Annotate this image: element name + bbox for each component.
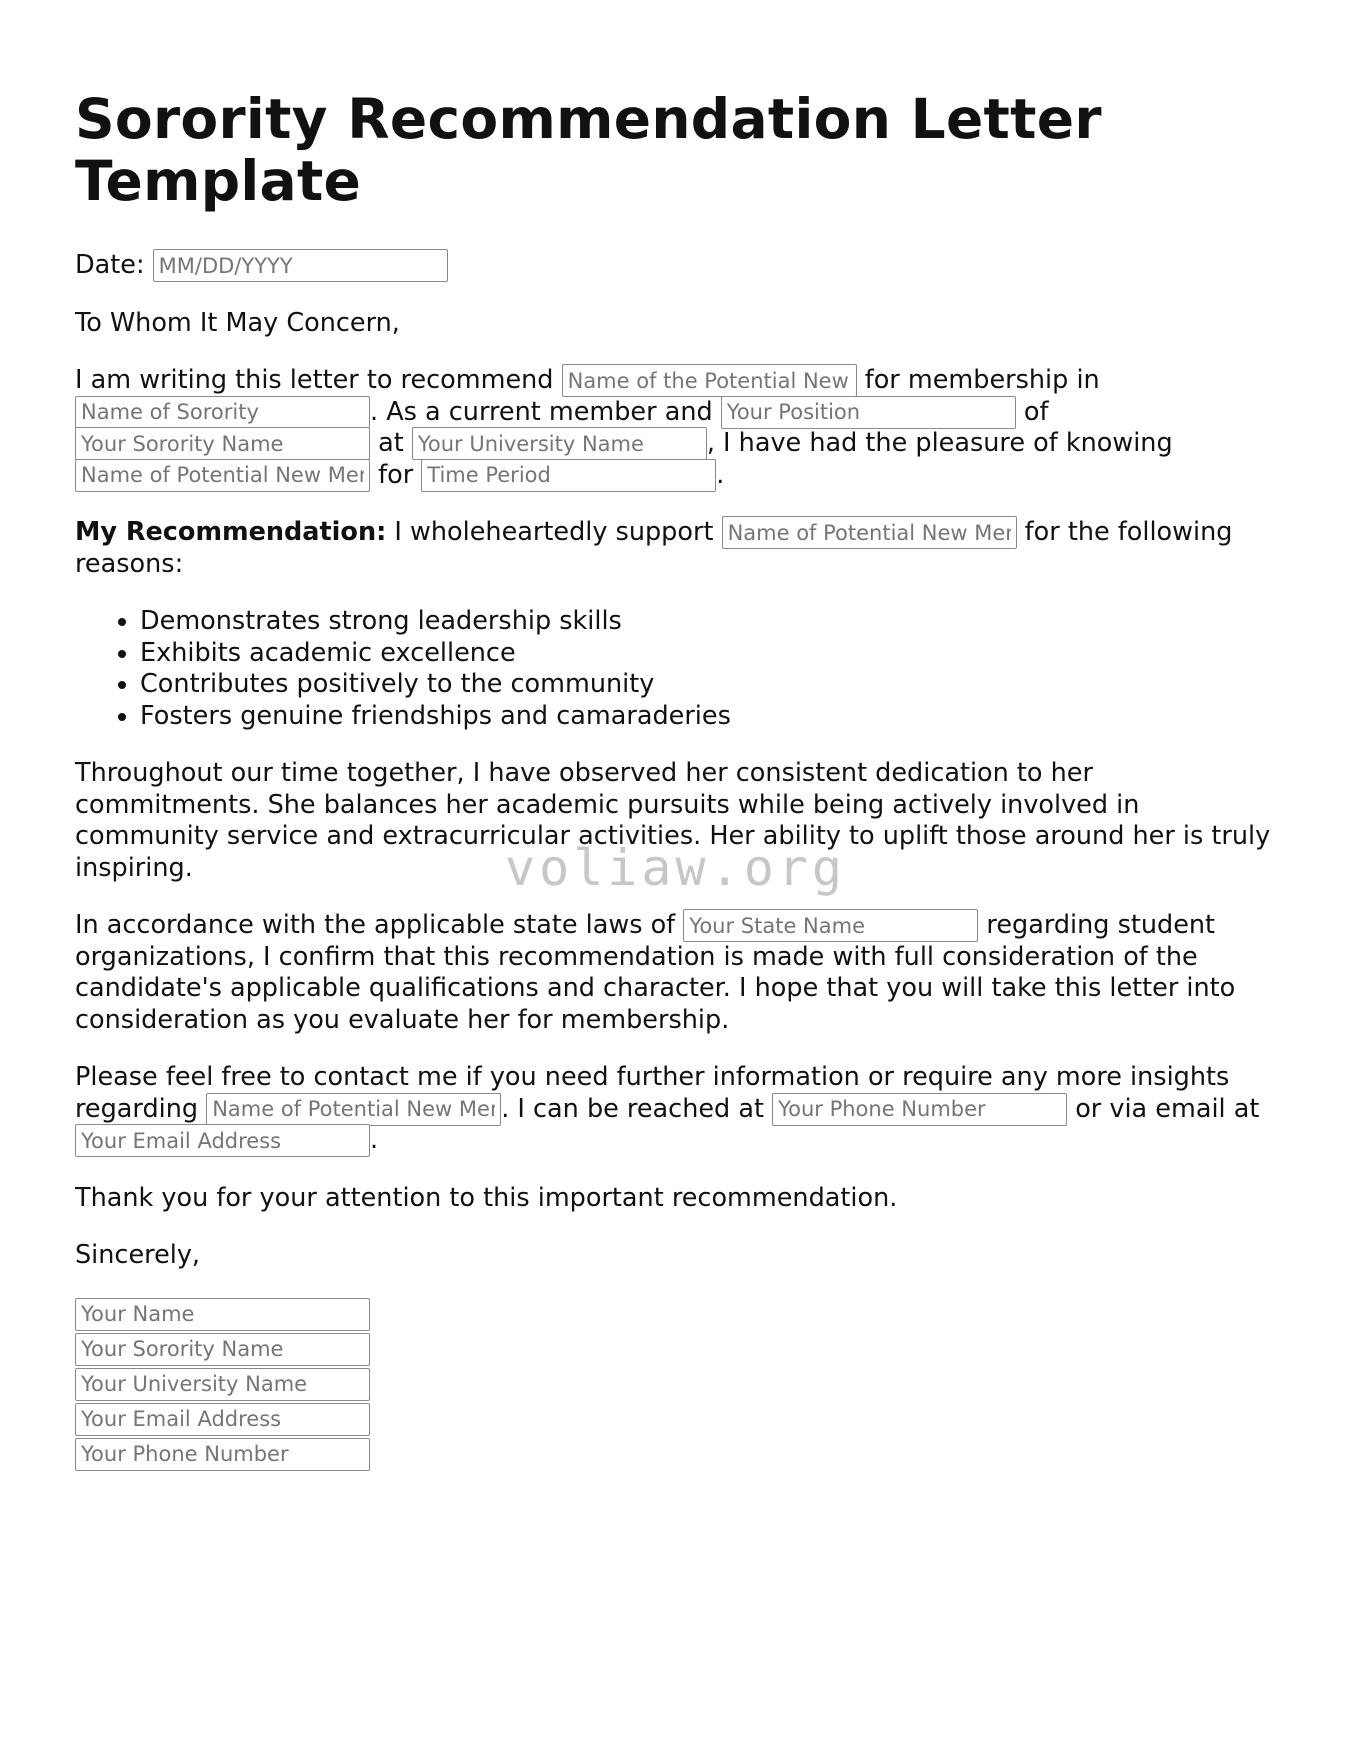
list-item: • Demonstrates strong leadership skills bbox=[140, 606, 1275, 638]
contact-text-1: Please feel free to contact me if you need further information or require any more insights regarding bbox=[75, 1062, 1230, 1124]
signature-sorority-input[interactable] bbox=[75, 1333, 370, 1366]
contact-text-4: . bbox=[370, 1125, 379, 1155]
state-name-input[interactable] bbox=[683, 909, 978, 942]
intro-text-6: , I have had the pleasure of knowing bbox=[706, 428, 1173, 458]
candidate-name-input-2[interactable] bbox=[75, 459, 370, 492]
signature-email-input[interactable] bbox=[75, 1403, 370, 1436]
contact-paragraph bbox=[75, 1062, 1275, 1157]
date-input[interactable] bbox=[153, 249, 448, 282]
email-input[interactable] bbox=[75, 1124, 370, 1157]
reasons-list bbox=[75, 606, 1275, 732]
position-input[interactable] bbox=[721, 396, 1016, 429]
observation-paragraph: Throughout our time together, I have observed her consistent dedication to her commitments. She balances her academic pursuits while being actively involved in community service and extracurricular activities. Her ability to uplift those around her is truly inspiring. bbox=[75, 758, 1271, 883]
contact-text-3: or via email at bbox=[1075, 1093, 1260, 1124]
date-line bbox=[75, 250, 1275, 282]
list-item: • Exhibits academic excellence bbox=[140, 638, 1275, 670]
contact-text-2: . I can be reached at bbox=[501, 1093, 764, 1124]
salutation: To Whom It May Concern, bbox=[75, 307, 400, 338]
recommended-candidate-input[interactable] bbox=[722, 516, 1017, 549]
intro-paragraph bbox=[75, 365, 1275, 491]
intro-text-5: at bbox=[378, 428, 404, 458]
page-title: Sorority Recommendation Letter Template bbox=[75, 87, 1102, 213]
university-input[interactable] bbox=[412, 427, 707, 460]
state-paragraph bbox=[75, 910, 1275, 1036]
intro-text-4: of bbox=[1023, 396, 1049, 427]
your-sorority-input[interactable] bbox=[75, 427, 370, 460]
watermark: voliaw.org bbox=[505, 839, 847, 897]
thanks-line: Thank you for your attention to this important recommendation. bbox=[75, 1182, 898, 1213]
signature-block bbox=[75, 1298, 1275, 1471]
intro-text-7: for bbox=[378, 459, 414, 490]
date-label: Date: bbox=[75, 250, 145, 280]
signature-phone-input[interactable] bbox=[75, 1438, 370, 1471]
sorority-name-input[interactable] bbox=[75, 396, 370, 429]
recommendation-heading: My Recommendation: bbox=[75, 517, 387, 547]
signature-name-input[interactable] bbox=[75, 1298, 370, 1331]
intro-text-1: I am writing this letter to recommend bbox=[75, 365, 554, 395]
intro-text-8: . bbox=[716, 459, 725, 490]
intro-text-2: for membership in bbox=[864, 365, 1100, 395]
contact-candidate-input[interactable] bbox=[206, 1093, 501, 1126]
recommendation-text-2: for the following reasons: bbox=[75, 517, 1233, 579]
closing-line: Sincerely, bbox=[75, 1240, 201, 1270]
state-text-1: In accordance with the applicable state laws of bbox=[75, 910, 676, 940]
time-period-input[interactable] bbox=[421, 459, 716, 492]
candidate-name-input[interactable] bbox=[562, 364, 857, 397]
recommendation-text-1: I wholeheartedly support bbox=[394, 517, 714, 547]
state-text-2: regarding student organizations, I confirm that this recommendation is made with full consideration of the candidate's applicable qualifications and character. I hope that you will take this letter into consideration as you evaluate her for membership. bbox=[75, 910, 1236, 1035]
list-item: • Fosters genuine friendships and camaraderies bbox=[140, 701, 1275, 733]
signature-university-input[interactable] bbox=[75, 1368, 370, 1401]
list-item: • Contributes positively to the community bbox=[140, 669, 1275, 701]
recommendation-paragraph bbox=[75, 517, 1275, 580]
phone-input[interactable] bbox=[772, 1093, 1067, 1126]
letter-document bbox=[75, 88, 1275, 1473]
intro-text-3: . As a current member and bbox=[370, 396, 713, 427]
